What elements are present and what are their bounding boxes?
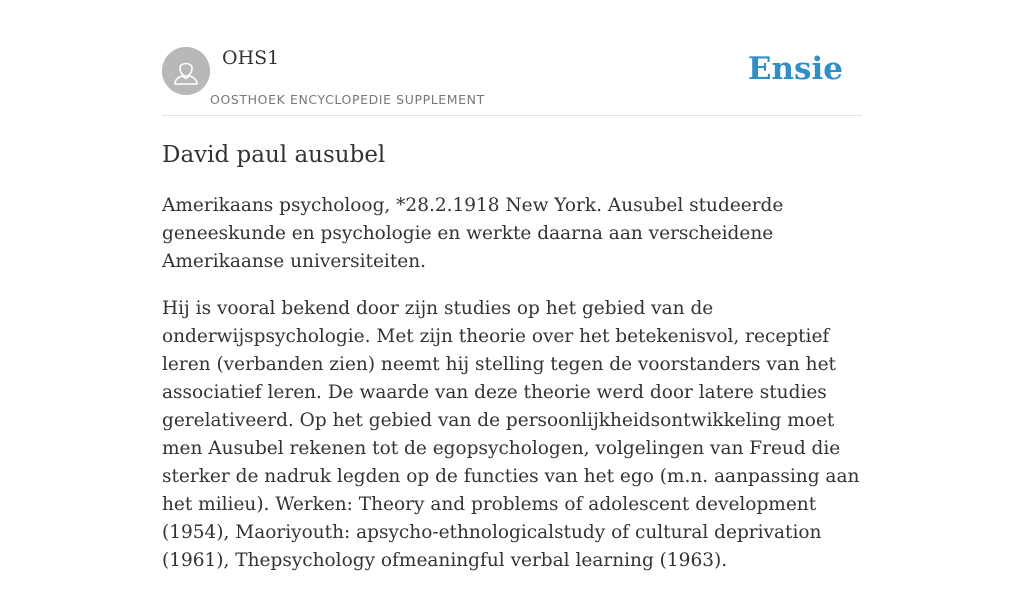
article-container [162,0,862,571]
article-title: David paul ausubel [162,142,386,168]
article-paragraph: Amerikaans psycholoog, *28.2.1918 New York. Ausubel studeerde geneeskunde en psychologie en werkte daarna aan verscheidene Amerikaanse universiteiten. [162,195,784,272]
author-name[interactable]: OHS1 [222,47,280,69]
article-header [162,0,862,116]
user-avatar-icon[interactable] [162,47,210,95]
article-paragraph: Hij is vooral bekend door zijn studies op het gebied van de onderwijspsychologie. Met zijn theorie over het betekenisvol, receptief leren (verbanden zien) neemt hij stelling tegen de voorstanders van het associatief leren. De waarde van deze theorie werd door latere studies gerelativeerd. Op het gebied van de persoonlijkheidsontwikkeling moet men Ausubel rekenen tot de egopsychologen, volgelingen van Freud die sterker de nadruk legden op de functies van het ego (m.n. aanpassing aan het milieu). Werken: Theory and problems of adolescent development (1954), Maoriyouth: apsycho-ethnologicalstudy of cultural deprivation (1961), Thepsychology ofmeaningful verbal learning (1963). [162,298,860,571]
site-logo[interactable]: Ensie [747,51,843,87]
source-label[interactable]: OOSTHOEK ENCYCLOPEDIE SUPPLEMENT [210,92,485,107]
article-body [162,192,870,594]
